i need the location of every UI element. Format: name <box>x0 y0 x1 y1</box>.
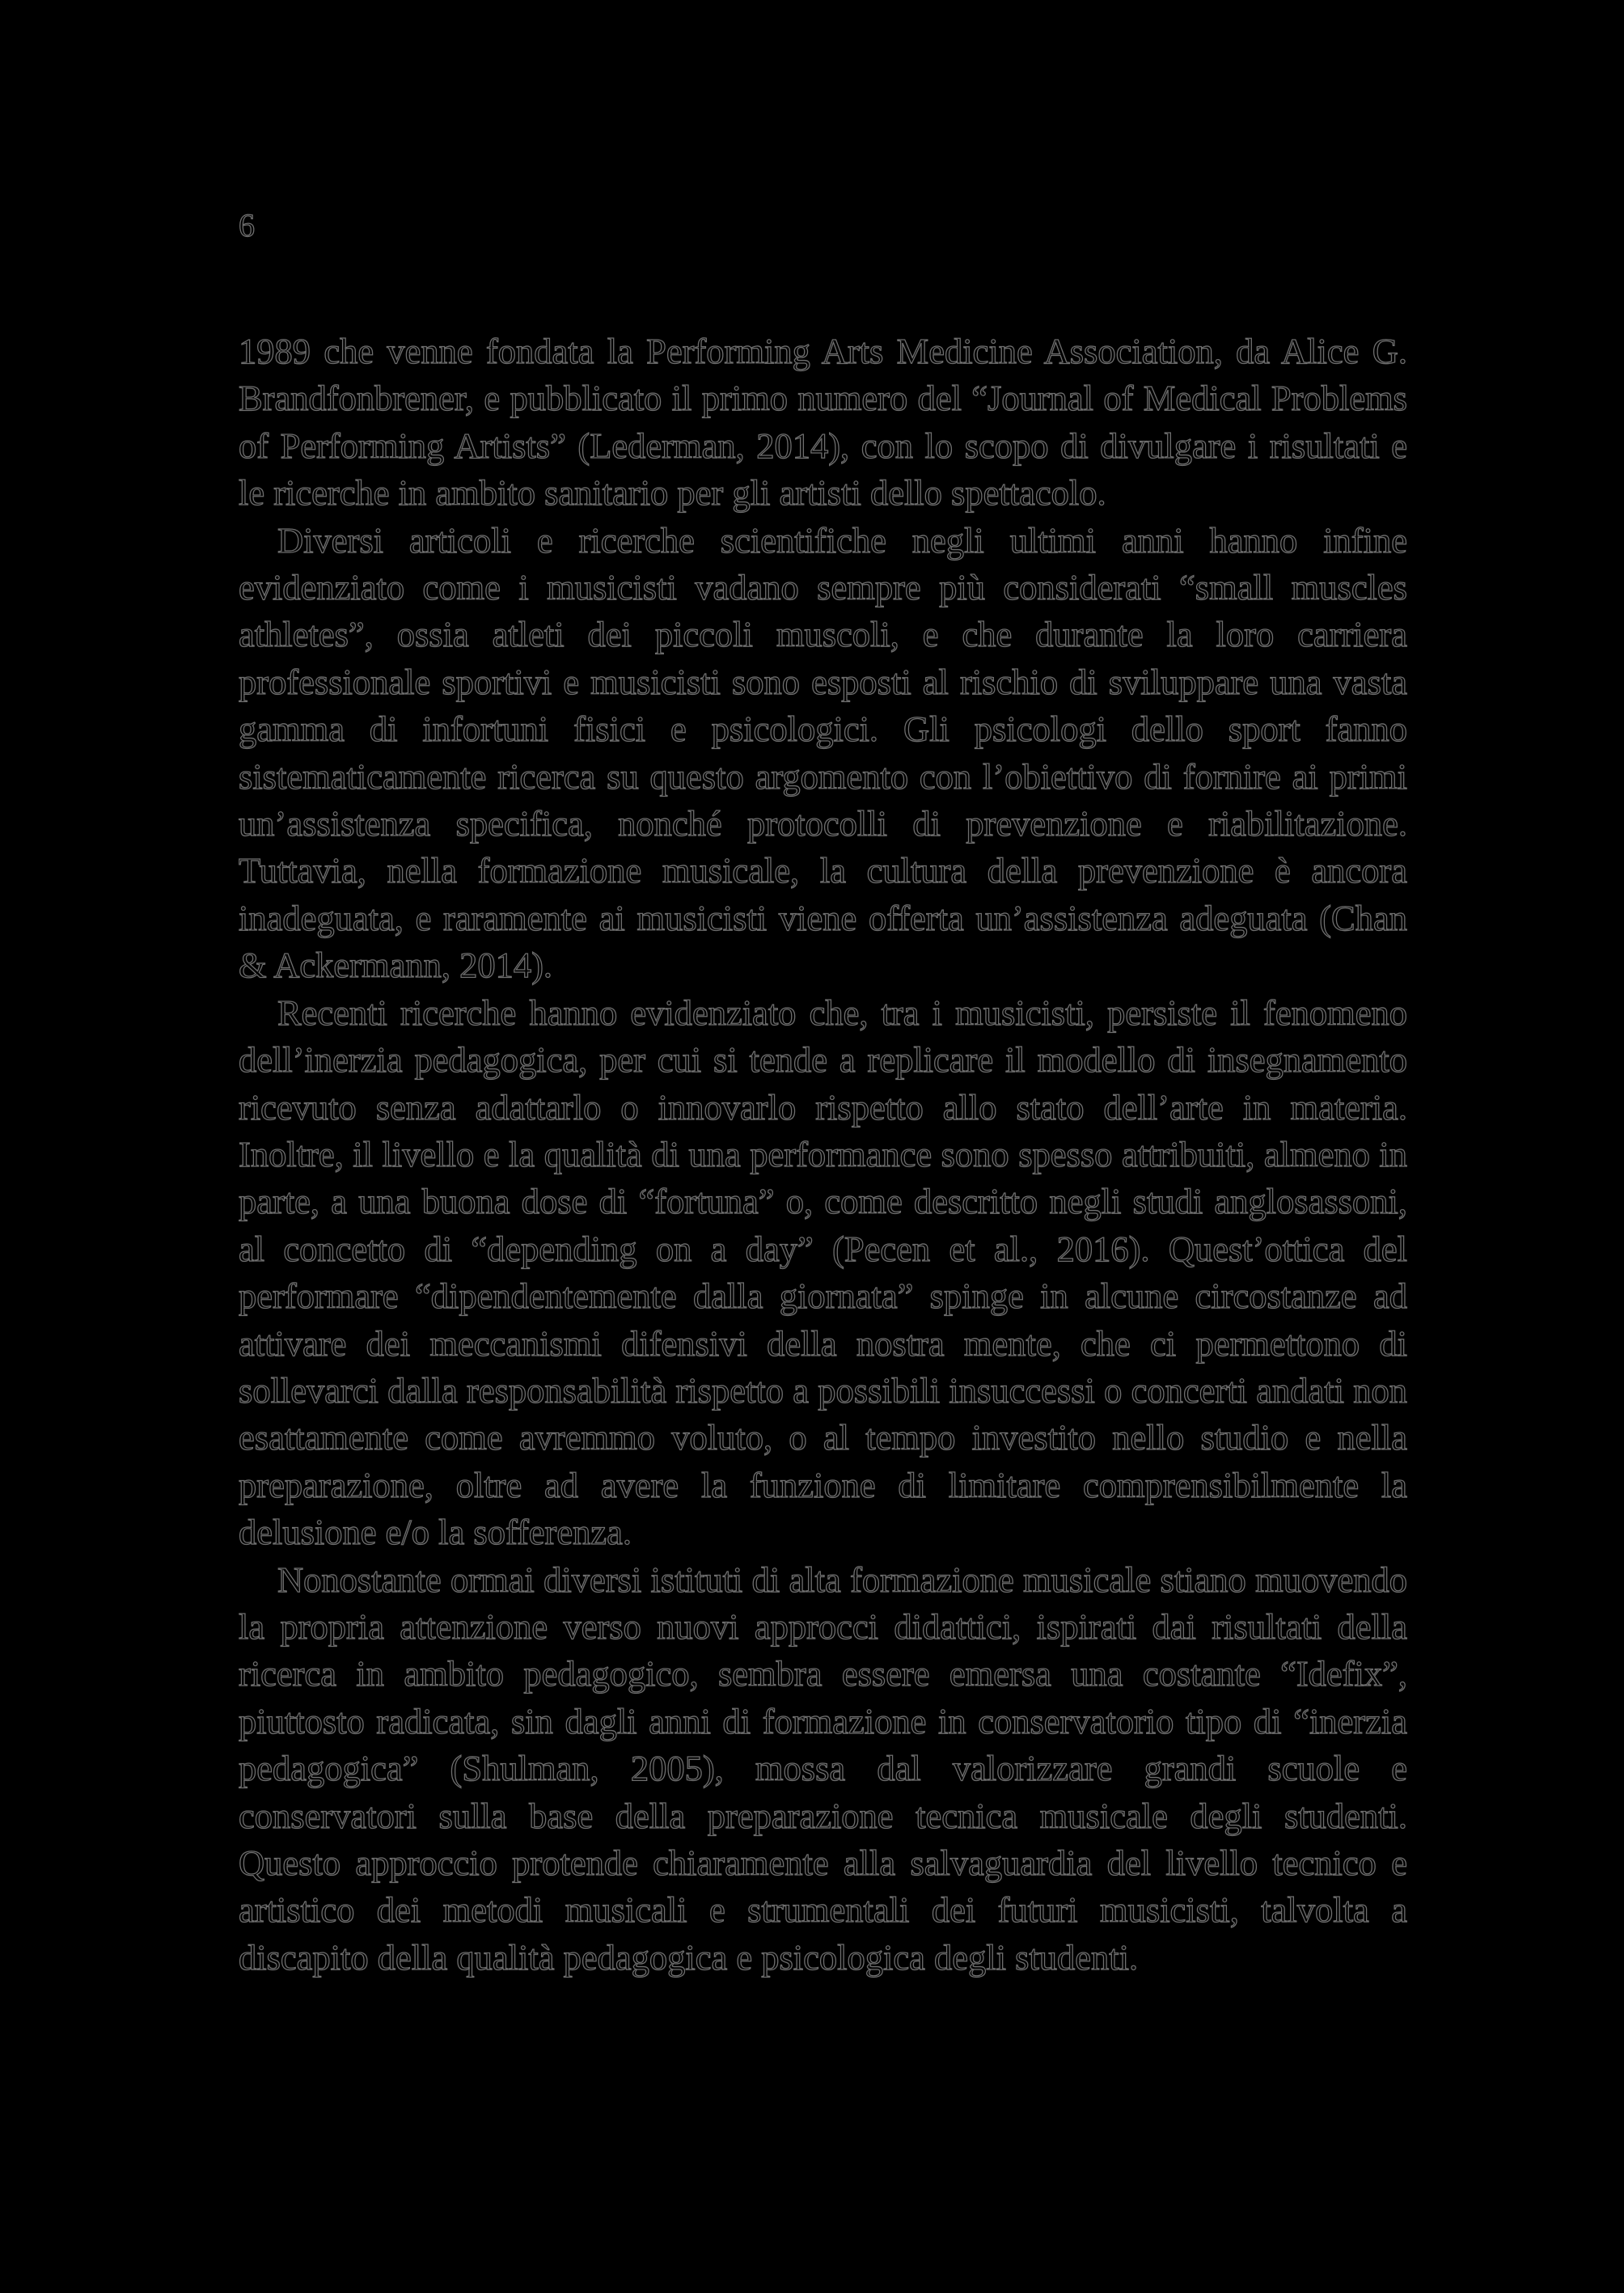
paragraph-2: Diversi articoli e ricerche scientifiche negli ultimi anni hanno infine evidenziato come i musicisti vadano sempre più considerati “small muscles athletes”, ossia atleti dei piccoli muscoli, e che durante la loro carriera professionale sportivi e musicisti sono esposti al rischio di sviluppare una vasta gamma di infortuni fisici e psicologici. Gli psicologi dello sport fanno sistematicamente ricerca su questo argomento con l’obiettivo di fornire ai primi un’assistenza specifica, nonché protocolli di prevenzione e riabilitazione. Tuttavia, nella formazione musicale, la cultura della prevenzione è ancora inadeguata, e raramente ai musicisti viene offerta un’assistenza adeguata (Chan & Ackermann, 2014). <box>239 519 1407 986</box>
paragraph-4: Nonostante ormai diversi istituti di alta formazione musicale stiano muovendo la propria attenzione verso nuovi approcci didattici, ispirati dai risultati della ricerca in ambito pedagogico, sembra essere emersa una costante “Idefix”, piuttosto radicata, sin dagli anni di formazione in conservatorio tipo di “inerzia pedagogica” (Shulman, 2005), mossa dal valorizzare grandi scuole e conservatori sulla base della preparazione tecnica musicale degli studenti. Questo approccio protende chiaramente alla salvaguardia del livello tecnico e artistico dei metodi musicali e strumentali dei futuri musicisti, talvolta a discapito della qualità pedagogica e psicologica degli studenti. <box>239 1559 1407 1978</box>
paragraph-3: Recenti ricerche hanno evidenziato che, tra i musicisti, persiste il fenomeno dell’inerzia pedagogica, per cui si tende a replicare il modello di insegnamento ricevuto senza adattarlo o innovarlo rispetto allo stato dell’arte in materia. Inoltre, il livello e la qualità di una performance sono spesso attribuiti, almeno in parte, a una buona dose di “fortuna” o, come descritto negli studi anglosassoni, al concetto di “depending on a day” (Pecen et al., 2016). Quest’ottica del performare “dipendentemente dalla giornata” spinge in alcune circostanze ad attivare dei meccanismi difensivi della nostra mente, che ci permettono di sollevarci dalla responsabilità rispetto a possibili insuccessi o concerti andati non esattamente come avremmo voluto, o al tempo investito nello studio e nella preparazione, oltre ad avere la funzione di limitare comprensibilmente la delusione e/o la sofferenza. <box>239 992 1407 1553</box>
page-number: 6 <box>239 207 255 243</box>
body-text <box>239 328 1407 1981</box>
paragraph-1: 1989 che venne fondata la Performing Arts Medicine Association, da Alice G. Brandfonbrener, e pubblicato il primo numero del “Journal of Medical Problems of Performing Artists” (Lederman, 2014), con lo scopo di divulgare i risultati e le ricerche in ambito sanitario per gli artisti dello spettacolo. <box>239 331 1407 514</box>
